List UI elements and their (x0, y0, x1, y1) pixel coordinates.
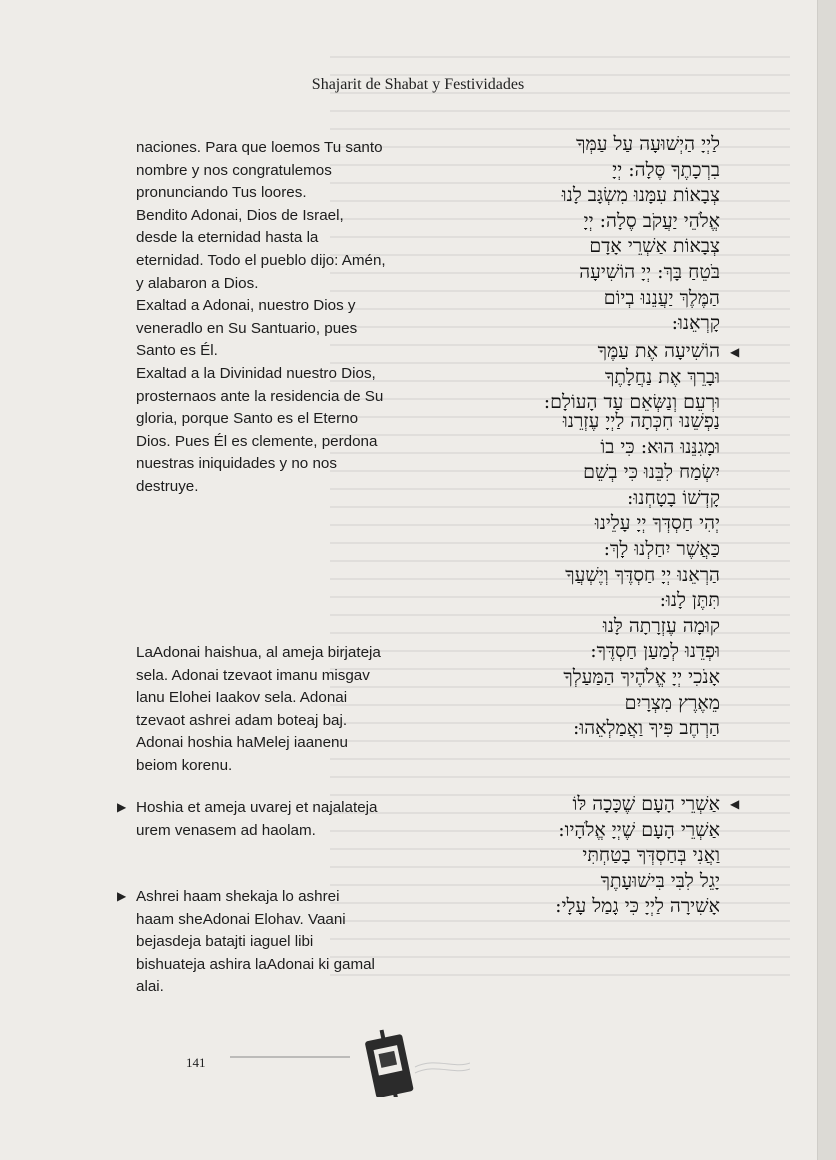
hebrew-line: יְהִי חַסְדְּךָ יְיָ עָלֵינוּ (594, 512, 720, 535)
hebrew-line: אֱלֹהֵי יַעֲקֹב סֶלָה: יְיָ (583, 209, 720, 232)
spanish-paragraph: Exaltad a la Divinidad nuestro Dios, prosternaos ante la residencia de Su gloria, porque Santo es el Eterno Dios. Pues Él es clemente, perdona nuestras iniquidades y no nos destruye. (136, 364, 384, 495)
page-number: 141 (186, 1055, 206, 1070)
hebrew-block (420, 409, 720, 742)
hebrew-line: תִּתֶּן לָנוּ: (659, 589, 720, 612)
transliteration-paragraph: Ashrei haam shekaja lo ashrei haam sheAdonai Elohav. Vaani bejasdeja batajti iaguel libi bishuateja ashira laAdonai ki gamal alai. (136, 888, 375, 996)
hebrew-line: הַרְחֶב פִּיךָ וַאֲמַלְאֵהוּ: (572, 717, 720, 740)
hebrew-line: הַמֶּלֶךְ יַעֲנֵנוּ בְיוֹם (603, 286, 720, 309)
hebrew-line: הוֹשִׁיעָה אֶת עַמֶּךָ (597, 340, 720, 362)
hebrew-line: כַּאֲשֶׁר יִחַלְנוּ לָךְ: (603, 537, 720, 560)
hebrew-line: וּפְדֵנוּ לְמַעַן חַסְדֶּךָ: (590, 640, 720, 663)
hebrew-line: בִרְכָתֶךָ סֶּלָה: יְיָ (612, 158, 720, 181)
hebrew-line: צְבָאוֹת אַשְׁרֵי אָדָם (589, 235, 720, 258)
spanish-paragraph: Exaltad a Adonai, nuestro Dios y veneradlo en Su Santuario, pues Santo es Él. (136, 297, 358, 360)
hebrew-line: וּמָגִנֵּנוּ הוּא: כִּי בוֹ (600, 435, 720, 458)
hebrew-line: הַרְאֵנוּ יְיָ חַסְדֶּךָ וְיֶשְׁעֲךָ (565, 563, 720, 586)
hebrew-line: נַפְשֵׁנוּ חִכְּתָה לַיְיָ עֶזְרֵנוּ (562, 410, 720, 432)
hebrew-block (420, 132, 720, 337)
hebrew-line: וּרְעֵם וְנַשְּׂאֵם עַד הָעוֹלָם: (543, 391, 720, 414)
hebrew-line: מֵאֶרֶץ מִצְרָיִם (624, 691, 720, 714)
hebrew-line: קָדְשׁוֹ בָטָחְנוּ: (627, 486, 720, 509)
hebrew-line: לַיְיָ הַיְשׁוּעָה עַל עַמְּךָ (576, 133, 720, 155)
torah-scroll-ornament-icon (230, 1027, 470, 1097)
transliteration-paragraph: LaAdonai haishua, al ameja birjateja sela. Adonai tzevaot imanu misgav lanu Elohei Iaakov sela. Adonai tzevaot ashrei adam boteaj baj. Adonai hoshia haMelej iaanenu beiom korenu. (136, 644, 381, 774)
spanish-translation (136, 137, 386, 499)
spanish-paragraph: Bendito Adonai, Dios de Israel, desde la eternidad hasta la eternidad. Todo el pueblo dijo: Amén, y alabaron a Dios. (136, 206, 386, 292)
hebrew-line: וּבָרֵךְ אֶת נַחֲלָתֶךָ (605, 365, 720, 388)
hebrew-line: אַשְׁרֵי הָעָם שֶׁכָּכָה לּוֹ (572, 793, 720, 815)
hebrew-block (420, 339, 720, 416)
hebrew-line: וַאֲנִי בְּחַסְדְּךָ בָטַחְתִּי (582, 844, 720, 867)
section-marker-icon: ▶ (117, 800, 127, 814)
hebrew-block (420, 792, 720, 920)
hebrew-line: צְבָאוֹת עִמָּנוּ מִשְׂגָּב לָנוּ (561, 184, 720, 207)
transliteration-block (136, 797, 381, 842)
hebrew-line: קוּמָה עֶזְרָתָה לָּנוּ (602, 614, 720, 637)
transliteration-block (136, 642, 381, 778)
hebrew-line: בֹּטֵחַ בָּךְ: יְיָ הוֹשִׁיעָה (579, 260, 720, 283)
hebrew-line: יָגֵל לִבִּי בִּישׁוּעָתֶךָ (600, 869, 720, 892)
hebrew-line: אָנֹכִי יְיָ אֱלֹהֶיךָ הַמַּעַלְךָ (563, 665, 720, 688)
page-edge (817, 0, 836, 1160)
hebrew-line: קָרְאֵנוּ: (671, 312, 720, 335)
transliteration-paragraph: Hoshia et ameja uvarej et najalateja urem venasem ad haolam. (136, 799, 378, 839)
transliteration-block (136, 886, 381, 999)
spanish-paragraph: naciones. Para que loemos Tu santo nombre y nos congratulemos pronunciando Tus loores. (136, 139, 383, 202)
section-marker-icon: ▶ (117, 889, 127, 903)
hebrew-line: אַשְׁרֵי הָעָם שֶׁיְיָ אֱלֹהָיו: (558, 818, 720, 841)
hebrew-line: יִשְׂמַח לִבֵּנוּ כִּי בְשֵׁם (583, 461, 720, 484)
section-marker-icon: ◀ (730, 345, 740, 359)
page-title: Shajarit de Shabat y Festividades (311, 76, 525, 93)
section-marker-icon: ◀ (730, 797, 740, 811)
hebrew-line: אָשִׁירָה לַיְיָ כִּי גָמַל עָלָי: (555, 895, 720, 918)
